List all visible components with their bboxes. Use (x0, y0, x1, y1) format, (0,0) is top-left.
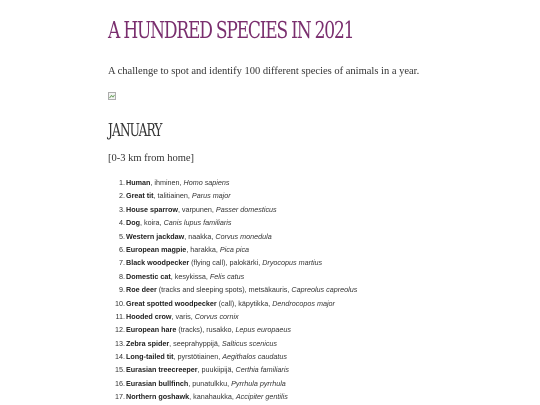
species-details: , varpunen, (177, 204, 216, 214)
species-number: 3. (119, 204, 125, 214)
species-number: 13. (115, 338, 125, 348)
species-number: 16. (115, 378, 125, 388)
section-heading-january: JANUARY (108, 120, 162, 141)
species-scientific-name: Capreolus capreolus (291, 285, 358, 295)
species-scientific-name: Canis lupus familiaris (163, 218, 232, 228)
species-common-name: Great tit (126, 191, 154, 201)
species-common-name: Long-tailed tit (126, 352, 174, 362)
species-details: (tracks), rusakko, (176, 325, 236, 335)
species-scientific-name: Passer domesticus (215, 204, 277, 214)
species-details: , naakka, (184, 231, 216, 241)
species-number: 7. (119, 258, 125, 268)
species-details: (flying call), palokärki, (189, 258, 263, 268)
species-details: , koira, (139, 218, 164, 228)
species-number: 9. (119, 285, 125, 295)
species-common-name: Northern goshawk (126, 392, 190, 402)
species-scientific-name: Corvus monedula (215, 231, 272, 241)
species-common-name: Roe deer (126, 285, 157, 295)
species-number: 17. (115, 392, 125, 402)
species-list-item (108, 323, 357, 336)
species-scientific-name: Aegithalos caudatus (222, 352, 287, 362)
species-common-name: Domestic cat (126, 271, 171, 281)
species-details: , punatulkku, (188, 378, 232, 388)
species-list-item (108, 283, 357, 296)
species-common-name: Great spotted woodpecker (126, 298, 217, 308)
intro-text: A challenge to spot and identify 100 different species of animals in a year. (108, 66, 420, 77)
species-details: , pyrstötiainen, (173, 352, 223, 362)
species-scientific-name: Accipiter gentilis (235, 392, 288, 402)
species-number: 15. (115, 365, 125, 375)
species-number: 5. (119, 231, 125, 241)
species-scientific-name: Certhia familiaris (235, 365, 290, 375)
species-number: 12. (115, 325, 125, 335)
species-common-name: Human (126, 178, 151, 187)
species-scientific-name: Felis catus (209, 271, 245, 281)
species-common-name: House sparrow (126, 204, 178, 214)
species-details: , seeprahyppijä, (169, 338, 222, 348)
species-list-item (108, 377, 357, 390)
species-list-item (108, 216, 357, 229)
species-list-item (108, 270, 357, 283)
species-common-name: Dog (126, 218, 140, 228)
species-number: 11. (115, 311, 125, 321)
species-number: 8. (119, 271, 125, 281)
species-common-name: Eurasian treecreeper (126, 365, 198, 375)
species-details: (call), käpytikka, (216, 298, 273, 308)
species-scientific-name: Pyrrhula pyrrhula (231, 378, 286, 388)
species-common-name: European hare (126, 325, 177, 335)
species-number: 10. (115, 298, 125, 308)
species-common-name: Zebra spider (126, 338, 170, 348)
species-number: 6. (119, 244, 125, 254)
species-list-item (108, 189, 357, 202)
species-scientific-name: Salticus scenicus (221, 338, 278, 348)
species-common-name: Black woodpecker (126, 258, 190, 268)
species-details: , harakka, (186, 244, 220, 254)
species-details: (tracks and sleeping spots), metsäkauris, (156, 285, 292, 295)
species-common-name: European magpie (126, 244, 187, 254)
species-scientific-name: Lepus europaeus (235, 325, 291, 335)
species-list-item (108, 176, 357, 189)
species-list-item (108, 337, 357, 350)
species-list-item (108, 350, 357, 363)
species-details: , kanahaukka, (189, 392, 236, 402)
species-number: 1. (119, 178, 125, 187)
species-list-item (108, 390, 357, 403)
species-number: 14. (115, 352, 125, 362)
species-details: , puukiipijä, (197, 365, 236, 375)
species-list-item (108, 230, 357, 243)
species-number: 2. (119, 191, 125, 201)
broken-image-icon (108, 92, 116, 100)
species-list-item (108, 256, 357, 269)
species-common-name: Hooded crow (126, 311, 172, 321)
species-number: 4. (119, 218, 125, 228)
species-scientific-name: Parus major (191, 191, 231, 201)
species-list-item (108, 363, 357, 376)
species-details: , talitiainen, (153, 191, 192, 201)
species-list-item (108, 203, 357, 216)
species-details: , ihminen, (150, 178, 184, 187)
species-details: , varis, (171, 311, 195, 321)
species-list-item (108, 310, 357, 323)
species-scientific-name: Homo sapiens (183, 178, 230, 187)
species-scientific-name: Pica pica (219, 244, 250, 254)
species-scientific-name: Dryocopus martius (262, 258, 323, 268)
species-common-name: Eurasian bullfinch (126, 378, 189, 388)
species-common-name: Western jackdaw (126, 231, 185, 241)
species-list (108, 176, 357, 404)
species-details: , kesykissa, (170, 271, 210, 281)
location-note: [0-3 km from home] (108, 153, 195, 164)
species-scientific-name: Dendrocopos major (272, 298, 335, 308)
species-scientific-name: Corvus cornix (194, 311, 239, 321)
species-list-item (108, 297, 357, 310)
species-list-item (108, 243, 357, 256)
page-title: A HUNDRED SPECIES IN 2021 (108, 18, 354, 44)
